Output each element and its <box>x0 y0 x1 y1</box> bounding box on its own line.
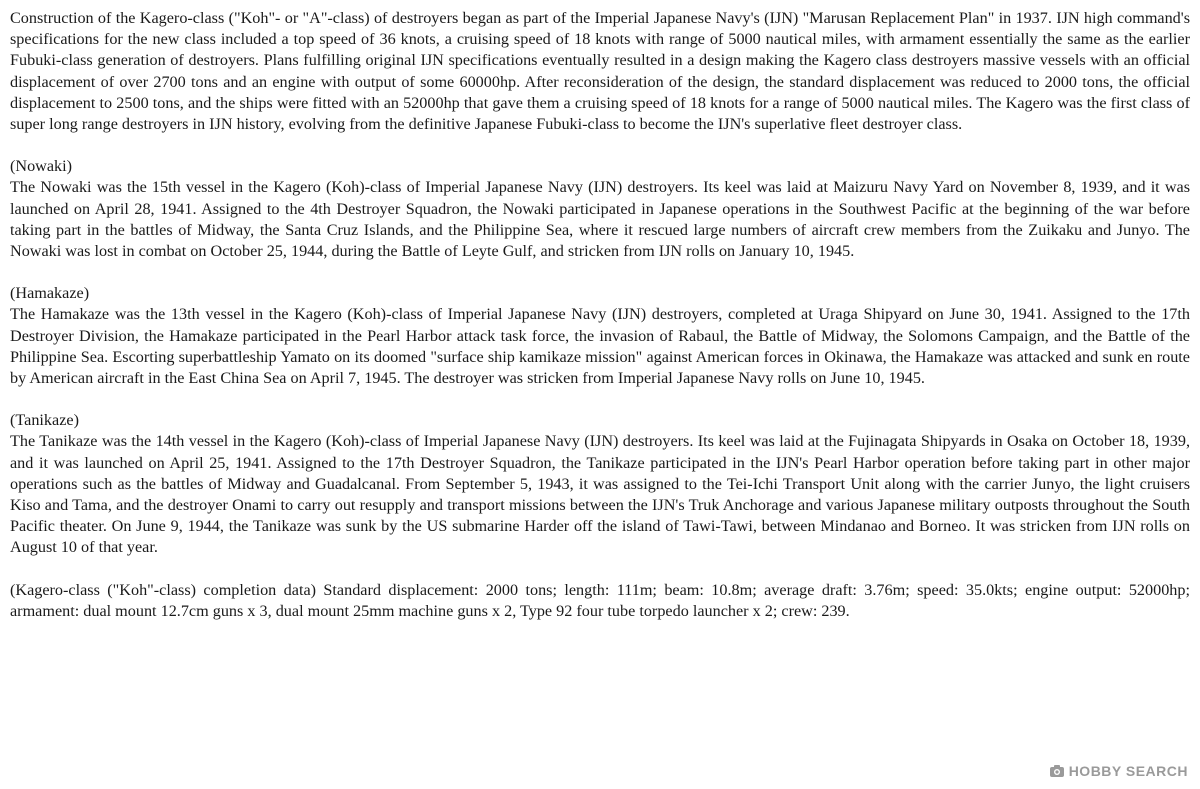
camera-icon <box>1049 764 1065 778</box>
watermark-text: HOBBY SEARCH <box>1068 763 1188 779</box>
section-hamakaze <box>10 283 1190 389</box>
section-tanikaze <box>10 410 1190 558</box>
section-heading: (Nowaki) <box>10 157 73 176</box>
intro-paragraph: Construction of the Kagero-class ("Koh"- or "A"-class) of destroyers began as part of the Imperial Japanese Navy's (IJN) "Marusan Replacement Plan" in 1937. IJN high command's specifications for the new class included a top speed of 36 knots, a cruising speed of 18 knots with range of 5000 nautical miles, with armament essentially the same as the earlier Fubuki-class generation of destroyers. Plans fulfilling original IJN specifications eventually resulted in a design making the Kagero class destroyers massive vessels with an official displacement of over 2700 tons and an engine with output of some 60000hp. After reconsideration of the design, the standard displacement was reduced to 2000 tons, the official displacement to 2500 tons, and the ships were fitted with an 52000hp that gave them a cruising speed of 18 knots for a range of 5000 nautical miles. The Kagero was the first class of super long range destroyers in IJN history, evolving from the definitive Japanese Fubuki-class to become the IJN's superlative fleet destroyer class. <box>10 9 1190 134</box>
section-paragraph: The Nowaki was the 15th vessel in the Kagero (Koh)-class of Imperial Japanese Navy (IJN) destroyers. Its keel was laid at Maizuru Navy Yard on November 8, 1939, and it was launched on April 28, 1941. Assigned to the 4th Destroyer Squadron, the Nowaki participated in Japanese operations in the Southwest Pacific at the beginning of the war before taking part in the battles of Midway, the Santa Cruz Islands, and the Philippine Sea, where it rescued large numbers of aircraft crew members from the Zuikaku and Junyo. The Nowaki was lost in combat on October 25, 1944, during the Battle of Leyte Gulf, and stricken from IJN rolls on January 10, 1945. <box>10 178 1190 261</box>
section-heading: (Hamakaze) <box>10 284 90 303</box>
completion-data-paragraph: (Kagero-class ("Koh"-class) completion data) Standard displacement: 2000 tons; length: 111m; beam: 10.8m; average draft: 3.76m; speed: 35.0kts; engine output: 52000hp; armament: dual mount 12.7cm guns x 3, dual mount 25mm machine guns x 2, Type 92 four tube torpedo launcher x 2; crew: 239. <box>10 580 1190 620</box>
document-body <box>10 8 1190 622</box>
hobby-search-watermark <box>1047 762 1190 780</box>
section-completion-data <box>10 580 1190 622</box>
section-paragraph: The Hamakaze was the 13th vessel in the Kagero (Koh)-class of Imperial Japanese Navy (IJN) destroyers, completed at Uraga Shipyard on June 30, 1941. Assigned to the 17th Destroyer Division, the Hamakaze participated in the Pearl Harbor attack task force, the invasion of Rabaul, the Battle of Midway, the Solomons Campaign, and the Battle of the Philippine Sea. Escorting superbattleship Yamato on its doomed "surface ship kamikaze mission" against American forces in Okinawa, the Hamakaze was attacked and sunk en route by American aircraft in the East China Sea on April 7, 1945. The destroyer was stricken from Imperial Japanese Navy rolls on June 10, 1945. <box>10 305 1190 388</box>
section-paragraph: The Tanikaze was the 14th vessel in the Kagero (Koh)-class of Imperial Japanese Navy (IJN) destroyers. Its keel was laid at the Fujinagata Shipyards in Osaka on October 18, 1939, and it was launched on April 25, 1941. Assigned to the 17th Destroyer Squadron, the Tanikaze participated in the IJN's Pearl Harbor operation before taking part in other major operations such as the battles of Midway and Guadalcanal. From September 5, 1943, it was assigned to the Tei-Ichi Transport Unit along with the carrier Junyo, the light cruisers Kiso and Tama, and the destroyer Onami to carry out resupply and transport missions between the IJN's Truk Anchorage and various Japanese military outposts throughout the South Pacific theater. On June 9, 1944, the Tanikaze was sunk by the US submarine Harder off the island of Tawi-Tawi, between Mindanao and Borneo. It was stricken from IJN rolls on August 10 of that year. <box>10 432 1190 557</box>
section-heading: (Tanikaze) <box>10 411 79 430</box>
section-nowaki <box>10 156 1190 262</box>
